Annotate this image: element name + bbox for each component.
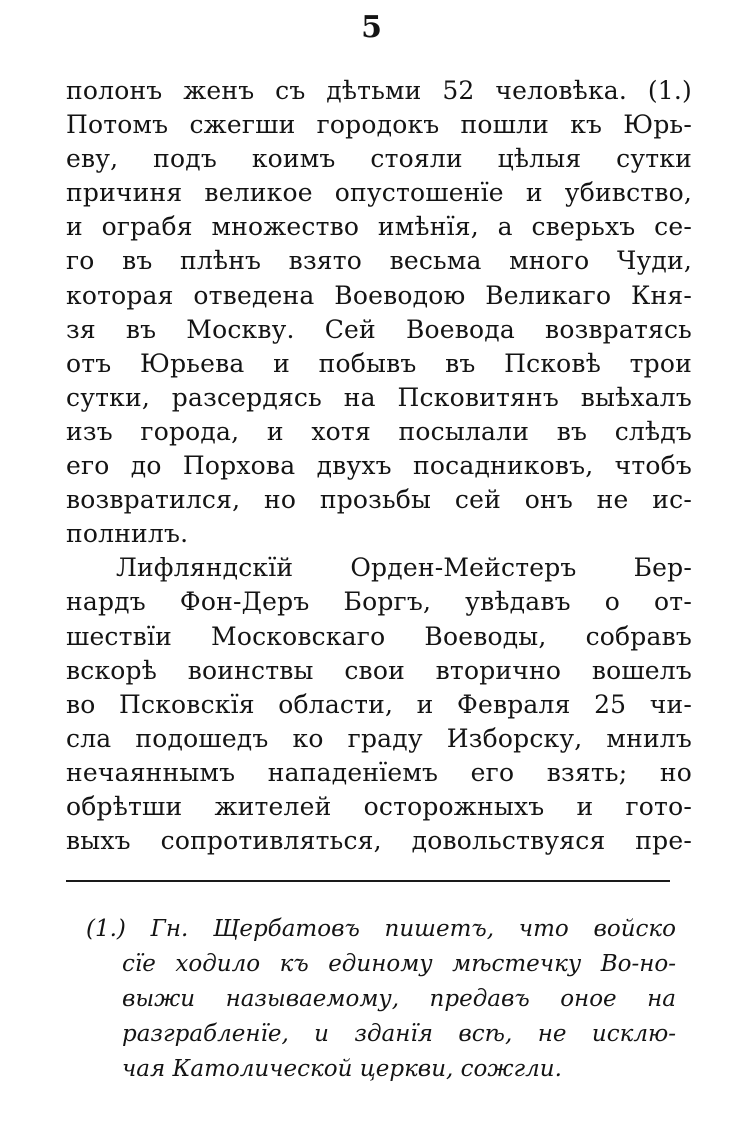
text-line: вскорѣ воинствы свои вторично вошелъ — [66, 655, 692, 685]
paragraph-first-line: Лифляндскїй Орден-Мейстеръ Бер- — [116, 553, 692, 583]
main-text — [66, 74, 692, 858]
footnote-line: сїе ходило къ единому мѣстечку Во-но- — [122, 951, 676, 977]
text-line: возвратился, но прозьбы сей онъ не ис- — [66, 485, 692, 515]
text-line: причиня великое опустошенїе и убивство, — [66, 178, 692, 208]
footnote — [86, 912, 676, 1087]
text-line: которая отведена Воеводою Великаго Кня- — [66, 280, 692, 310]
text-line: во Псковскїя области, и Февраля 25 чи- — [66, 689, 692, 719]
footnote-line: выжи называемому, предавъ оное на — [122, 986, 676, 1012]
text-line: изъ города, и хотя посылали въ слѣдъ — [66, 416, 692, 446]
page-number: 5 — [361, 10, 382, 45]
text-line: сутки, разсердясь на Псковитянъ выѣхалъ — [66, 382, 692, 412]
text-line: отъ Юрьева и побывъ въ Псковѣ трои — [66, 348, 692, 378]
footnote-line: (1.) Гн. Щербатовъ пишетъ, что войско — [86, 916, 676, 942]
text-line: нечаяннымъ нападенїемъ его взять; но — [66, 757, 692, 787]
footnote-divider — [66, 880, 670, 882]
text-line: шествїи Московскаго Воеводы, собравъ — [66, 621, 692, 651]
text-line: Потомъ сжегши городокъ пошли къ Юрь- — [66, 110, 692, 140]
text-line: полонъ женъ съ дѣтьми 52 человѣка. (1.) — [66, 76, 692, 105]
text-line: нардъ Фон-Деръ Боргъ, увѣдавъ о от- — [66, 587, 692, 617]
text-line: обрѣтши жителей осторожныхъ и гото- — [66, 791, 692, 821]
text-line: зя въ Москву. Сей Воевода возвратясь — [66, 314, 692, 344]
text-line: и ограбя множество имѣнїя, а сверьхъ се- — [66, 212, 692, 242]
footnote-line: чая Католической церкви, сожгли. — [122, 1056, 562, 1082]
text-line: го въ плѣнъ взято весьма много Чуди, — [66, 246, 692, 276]
text-line: сла подошедъ ко граду Изборску, мнилъ — [66, 723, 692, 753]
text-line: его до Порхова двухъ посадниковъ, чтобъ — [66, 451, 692, 481]
text-line: еву, подъ коимъ стояли цѣлыя сутки — [66, 144, 692, 174]
footnote-line: разграбленїе, и зданїя всѣ, не исклю- — [122, 1021, 676, 1047]
text-line: выхъ сопротивляться, довольствуяся пре- — [66, 826, 692, 856]
text-line: полнилъ. — [66, 519, 189, 549]
